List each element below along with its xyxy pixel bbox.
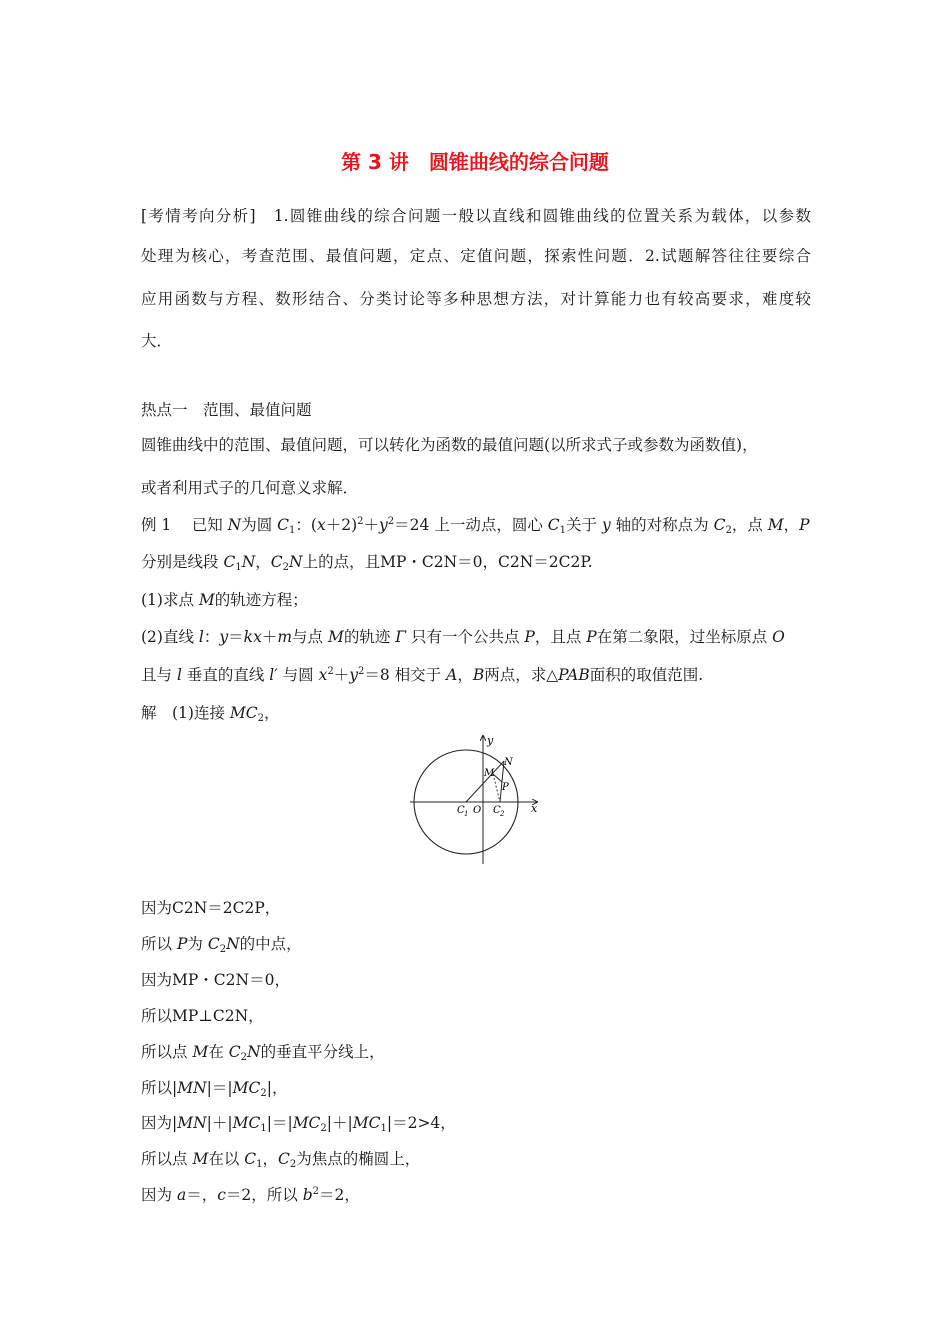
text: 轴的对称点为: [610, 516, 714, 534]
var: x: [318, 666, 328, 684]
var: P: [176, 935, 188, 953]
var: M: [767, 516, 784, 534]
solution-start: [141, 701, 280, 724]
var: A: [446, 666, 458, 684]
var: N: [227, 516, 242, 534]
subscript: 2: [219, 944, 227, 955]
solution-line-6: [141, 1076, 287, 1099]
intro-line-4: 大．: [141, 332, 173, 350]
solution-line-9: [141, 1183, 360, 1205]
var: m: [277, 628, 293, 646]
text: 关于: [566, 516, 602, 534]
label-n: N: [504, 757, 513, 768]
var: Γ: [395, 628, 407, 646]
text: |＝|: [266, 1114, 293, 1132]
var: x: [316, 516, 326, 534]
var: C: [207, 935, 220, 953]
var: P: [799, 516, 810, 534]
text: ＋2): [325, 516, 358, 534]
text: 因为|: [141, 1114, 178, 1132]
solution-line-4: 所以MP⊥C2N，: [141, 1007, 264, 1025]
text: 为焦点的椭圆上，: [296, 1150, 421, 1168]
var: N: [247, 1043, 261, 1061]
text: 垂直的直线: [181, 666, 270, 684]
intro-line-3: 应用函数与方程、数形结合、分类讨论等多种思想方法，对计算能力也有较高要求，难度较: [141, 290, 811, 308]
label-y: y: [487, 734, 494, 747]
superscript: 2: [358, 666, 365, 677]
text: 只有一个公共点: [406, 628, 525, 646]
subscript: 1: [235, 562, 242, 573]
var: y: [379, 516, 388, 534]
solution-line-2: [141, 932, 302, 955]
text: 两点，求△: [484, 666, 559, 684]
subscript: 1: [260, 1123, 267, 1134]
subscript: 2: [320, 1123, 327, 1134]
var: c: [217, 1186, 226, 1204]
text: 与圆: [277, 666, 319, 684]
subscript: 2: [260, 1088, 267, 1099]
label-c2: C: [493, 805, 501, 816]
solution-line-1: 因为C2N＝2C2P，: [141, 899, 281, 917]
text: 分别是线段: [141, 553, 224, 571]
var: C: [244, 1150, 257, 1168]
var: C: [228, 1043, 241, 1061]
solution-line-8: [141, 1147, 420, 1170]
text: 因为: [141, 1186, 177, 1204]
text: 且与: [141, 666, 177, 684]
text: 在第二象限，过坐标原点: [596, 628, 773, 646]
var: MC: [292, 1114, 321, 1132]
subscript: 1: [559, 525, 566, 536]
example-line-1: [141, 513, 810, 536]
text: 为: [187, 935, 208, 953]
var: C: [277, 516, 290, 534]
var: MC: [352, 1114, 381, 1132]
var: N: [226, 935, 240, 953]
var: y: [219, 628, 229, 646]
superscript: 2: [312, 1186, 319, 1197]
text: 在: [208, 1043, 229, 1061]
text: 在以: [208, 1150, 245, 1168]
var: y: [349, 666, 359, 684]
text: ，: [255, 553, 271, 571]
label-c2-sub: 2: [500, 810, 505, 818]
text: 例 1 已知: [141, 516, 228, 534]
label-m: M: [484, 768, 495, 779]
subscript: 2: [282, 562, 290, 573]
text: |＋|: [326, 1114, 353, 1132]
var: k: [243, 628, 254, 646]
var: M: [327, 628, 344, 646]
question-2-line-1: [141, 625, 785, 647]
var: C: [223, 553, 236, 571]
subscript: 1: [256, 1159, 263, 1170]
var: MC: [229, 704, 258, 722]
text: 面积的取值范围.: [589, 666, 704, 684]
superscript: 2: [327, 666, 334, 677]
label-o: O: [473, 805, 482, 816]
var: l: [198, 628, 204, 646]
text: |，: [266, 1079, 288, 1097]
text: |＝|: [206, 1079, 233, 1097]
text: (1)求点: [141, 591, 199, 609]
var: B: [472, 666, 485, 684]
section-text-1: 圆锥曲线中的范围、最值问题，可以转化为函数的最值问题(以所求式子或参数为函数值)，: [141, 436, 758, 454]
subscript: 2: [725, 525, 732, 536]
subscript: 2: [289, 1159, 297, 1170]
text: ，: [783, 516, 800, 534]
var: C: [547, 516, 560, 534]
text: ＋: [363, 516, 380, 534]
text: 的轨迹方程；: [214, 591, 308, 609]
subscript: 2: [257, 713, 264, 724]
page-title: 第 3 讲 圆锥曲线的综合问题: [341, 150, 609, 174]
var: y: [601, 516, 611, 534]
text: 上的点，且MP・C2N＝0，C2N＝2C2P.: [302, 553, 593, 571]
label-c1-sub: 1: [464, 810, 469, 818]
question-2-line-2: [141, 663, 703, 685]
var: N: [241, 553, 256, 571]
subscript: 1: [289, 525, 296, 536]
solution-line-5: [141, 1040, 385, 1063]
text: 解 (1)连接: [141, 704, 230, 722]
text: 的轨迹: [343, 628, 396, 646]
var: l: [176, 666, 182, 684]
text: |＋|: [206, 1114, 233, 1132]
var: l′: [269, 666, 278, 684]
superscript: 2: [387, 516, 395, 527]
text: ：: [203, 628, 220, 646]
label-p: P: [502, 782, 509, 793]
var: MN: [177, 1114, 207, 1132]
text: ＝，: [186, 1186, 218, 1204]
text: ＝24 上一动点，圆心: [394, 516, 548, 534]
text: (2)直线: [141, 628, 199, 646]
text: ，点: [731, 516, 768, 534]
text: ，: [457, 666, 473, 684]
var: O: [772, 628, 785, 646]
text: ：(: [295, 516, 317, 534]
label-x: x: [531, 802, 538, 815]
var: P: [524, 628, 535, 646]
subscript: 2: [240, 1052, 247, 1063]
text: 与点: [292, 628, 328, 646]
text: 所以: [141, 935, 177, 953]
text: 为圆: [241, 516, 278, 534]
var: N: [289, 553, 303, 571]
text: 所以点: [141, 1043, 193, 1061]
solution-line-7: [141, 1111, 456, 1134]
superscript: 2: [357, 516, 364, 527]
text: ＝8 相交于: [364, 666, 447, 684]
text: 的中点，: [239, 935, 302, 953]
text: ＝2，所以: [225, 1186, 303, 1204]
var: b: [302, 1186, 313, 1204]
question-1: [141, 588, 308, 610]
var: PAB: [558, 666, 590, 684]
var: MC: [232, 1079, 261, 1097]
var: M: [192, 1043, 209, 1061]
text: 所以点: [141, 1150, 193, 1168]
section-text-2: 或者利用式子的几何意义求解．: [141, 479, 359, 497]
label-c1: C: [457, 805, 465, 816]
text: 所以|: [141, 1079, 178, 1097]
example-line-2: [141, 550, 593, 573]
intro-line-2: 处理为核心，考查范围、最值问题，定点、定值问题，探索性问题．2.试题解答往往要综合: [141, 247, 811, 265]
var: a: [176, 1186, 187, 1204]
text: ，: [264, 704, 280, 722]
ellipse-figure: [405, 730, 545, 865]
text: ＝: [228, 628, 244, 646]
text: ，且点: [534, 628, 587, 646]
var: P: [586, 628, 597, 646]
var: M: [198, 591, 215, 609]
text: |＝2>4，: [386, 1114, 456, 1132]
solution-line-3: 因为MP・C2N＝0，: [141, 971, 290, 989]
text: ＋: [261, 628, 278, 646]
var: C: [278, 1150, 290, 1168]
var: M: [192, 1150, 209, 1168]
var: MN: [177, 1079, 207, 1097]
text: ＋: [333, 666, 350, 684]
var: C: [713, 516, 726, 534]
text: ＝2，: [319, 1186, 360, 1204]
intro-line-1: [考情考向分析] 1.圆锥曲线的综合问题一般以直线和圆锥曲线的位置关系为载体，以参数: [141, 207, 811, 225]
subscript: 1: [380, 1123, 387, 1134]
section-heading: 热点一 范围、最值问题: [141, 401, 312, 419]
var: MC: [232, 1114, 261, 1132]
var: C: [270, 553, 283, 571]
var: x: [253, 628, 262, 646]
text: ，: [262, 1150, 279, 1168]
text: 的垂直平分线上，: [260, 1043, 385, 1061]
